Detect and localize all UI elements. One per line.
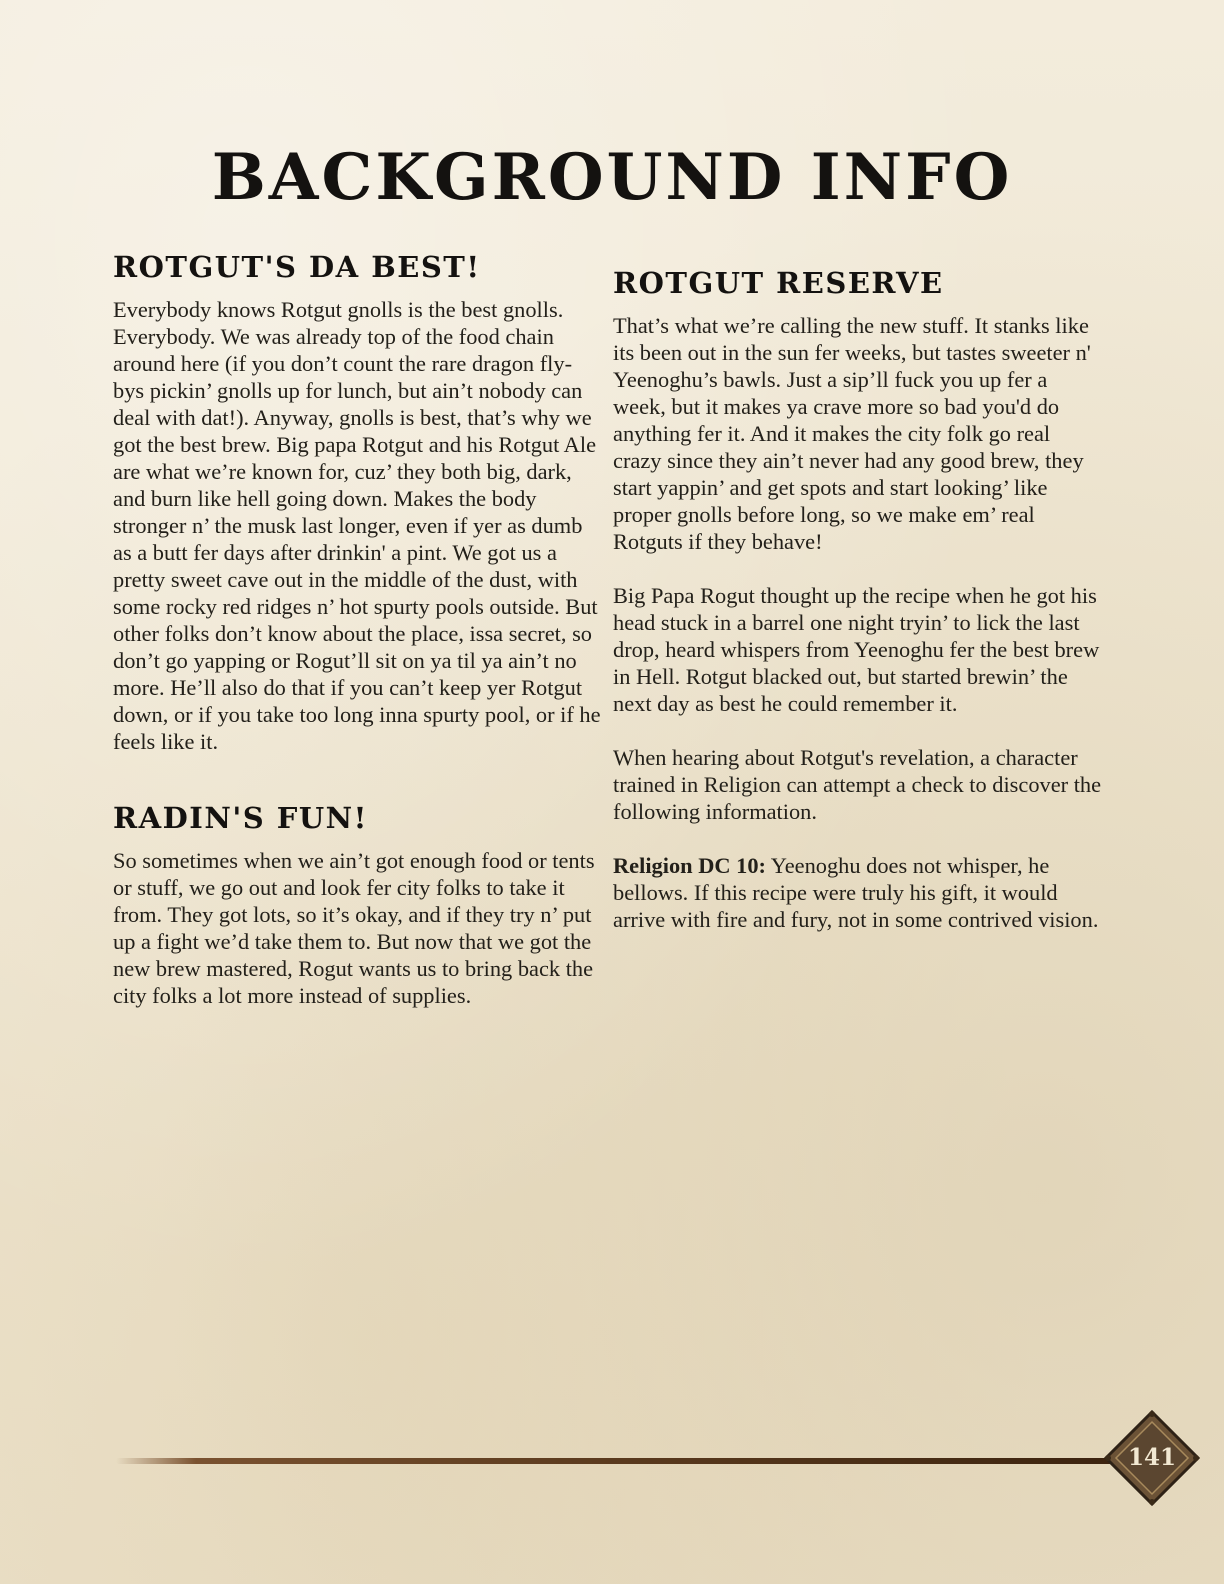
section-heading-rotgut-reserve: ROTGUT RESERVE xyxy=(613,266,944,300)
left-column xyxy=(113,250,603,1055)
paragraph-rotgut-reserve-2: Big Papa Rogut thought up the recipe when he got his head stuck in a barrel one night tryin’ to lick the last drop, heard whispers from Yeenoghu fer the best brew in Hell. Rotgut blacked out, but started brewin’ the next day as best he could remember it. xyxy=(613,583,1100,716)
paragraph-rotguts-da-best: Everybody knows Rotgut gnolls is the best gnolls. Everybody. We was already top of the food chain around here (if you don’t count the rare dragon fly-bys pickin’ gnolls up for lunch, but ain’t nobody can deal with dat!). Anyway, gnolls is best, that’s why we got the best brew. Big papa Rotgut and his Rotgut Ale are what we’re known for, cuz’ they both big, dark, and burn like hell going down. Makes the body stronger n’ the musk last longer, even if yer as dumb as a butt fer days after drinkin' a pint. We got us a pretty sweet cave out in the middle of the dust, with some rocky red ridges n’ hot spurty pools outside. But other folks don’t know about the place, issa secret, so don’t go yapping or Rogut’ll sit on ya til ya ain’t no more. He’ll also do that if you can’t keep yer Rotgut down, or if you take too long inna spurty pool, or if he feels like it. xyxy=(113,297,601,754)
right-column xyxy=(613,266,1103,960)
section-heading-rotguts-da-best: ROTGUT'S DA BEST! xyxy=(113,250,481,284)
religion-check-paragraph xyxy=(613,852,1103,933)
paragraph-rotgut-reserve-1: That’s what we’re calling the new stuff. It stanks like its been out in the sun fer weeks, but tastes sweeter n' Yeenoghu’s bawls. Just a sip’ll fuck you up fer a week, but it makes ya crave more so bad you'd do anything fer it. And it makes the city folk go real crazy since they ain’t never had any good brew, they start yappin’ and get spots and start looking’ like proper gnolls before long, so we make em’ real Rotguts if they behave! xyxy=(613,313,1091,554)
section-heading-radins-fun: RADIN'S FUN! xyxy=(113,801,368,835)
paragraph-rotgut-reserve-3: When hearing about Rotgut's revelation, a character trained in Religion can attempt a check to discover the following information. xyxy=(613,745,1102,824)
page-number-badge xyxy=(1104,1410,1200,1506)
religion-check-text: Yeenoghu does not whisper, he bellows. If this recipe were truly his gift, it would arrive with fire and fury, not in some contrived vision. xyxy=(613,853,1099,932)
footer-divider xyxy=(116,1458,1116,1464)
paragraph-radins-fun: So sometimes when we ain’t got enough food or tents or stuff, we go out and look fer city folks to take it from. They got lots, so it’s okay, and if they try n’ put up a fight we’d take them to. But now that we got the new brew mastered, Rogut wants us to bring back the city folks a lot more instead of supplies. xyxy=(113,848,595,1008)
page-number: 141 xyxy=(1127,1444,1176,1471)
religion-check-label: Religion DC 10: xyxy=(613,853,766,878)
page-title: BACKGROUND INFO xyxy=(211,140,1013,215)
